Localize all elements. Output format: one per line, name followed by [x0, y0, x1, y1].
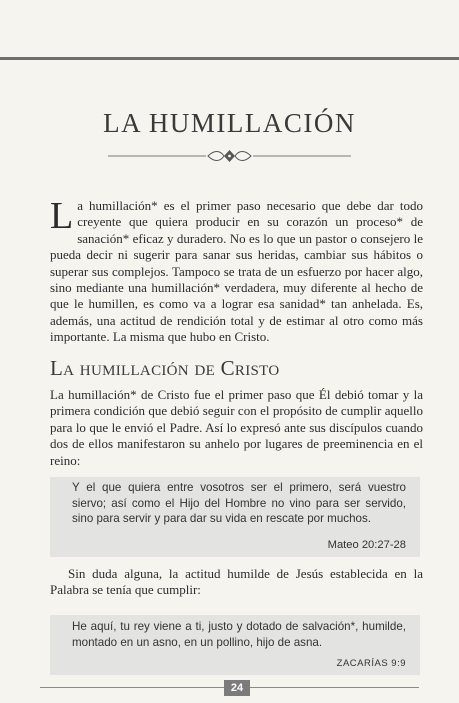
section-paragraph: La humillación* de Cristo fue el primer paso que Él debió tomar y la primera condición que debió seguir con el propósito de cumplir aquello para lo que le envió el Padre. Así lo expresó ante sus discípulos cuando dos de ellos manifestaron su anhelo por lugares de preeminencia en el reino: [50, 387, 423, 468]
quote-text: He aquí, tu rey viene a ti, justo y dotado de salvación*, humilde, montado en un asno, en un pollino, hijo de asna. [72, 620, 406, 649]
quote-reference: Mateo 20:27-28 [327, 539, 406, 551]
section-heading-text: La humillación de Cristo [50, 356, 280, 380]
chapter-title: LA HUMILLACIÓN [103, 108, 356, 138]
top-rule [0, 57, 459, 60]
quote-text: Y el que quiera entre vosotros ser el primero, será vuestro siervo; así como el Hijo del Hombre no vino para ser servido, sino para servir y para dar su vida en rescate por muchos. [72, 481, 406, 526]
section-heading [50, 356, 430, 381]
quote-reference: ZACARÍAS 9:9 [336, 658, 406, 669]
page-number-badge: 24 [224, 680, 250, 696]
scripture-quote-block [50, 477, 420, 557]
intro-text: a humillación* es el primer paso necesario que debe dar todo creyente que quiera producir en su corazón un proceso* de sanación* eficaz y duradero. No es lo que un pastor o consejero le pueda decir ni sugerir para sanar sus heridas, cambiar sus hábitos o superar sus complejos. Tampoco se trata de un esfuerzo por hacer algo, sino mediante una humillación* verdadera, muy diferente al hecho de que le humillen, es como va a lograr esa sanidad* tan anhelada. Es, además, una actitud de rendición total y de estimar al otro como más importante. La misma que hubo en Cristo. [50, 198, 423, 345]
intro-paragraph [50, 195, 423, 346]
mid-paragraph: Sin duda alguna, la actitud humilde de Jesús establecida en la Palabra se tenía que cumplir: [50, 566, 423, 598]
title-ornament-icon [108, 148, 351, 164]
drop-cap: L [50, 195, 74, 237]
scripture-quote-block [50, 615, 420, 675]
